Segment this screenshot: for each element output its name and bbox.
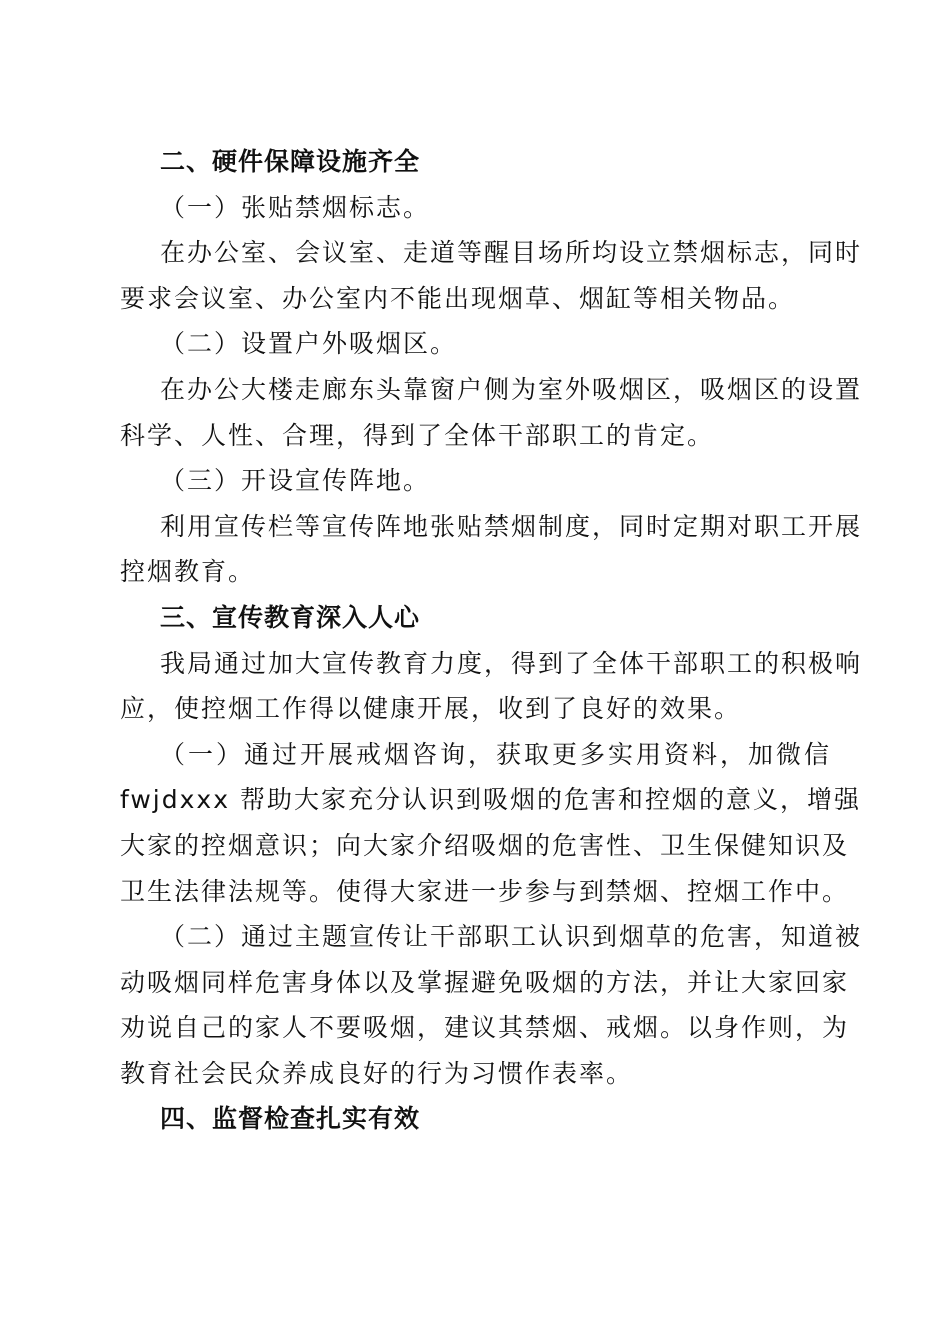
- paragraph-line: 动吸烟同样危害身体以及掌握避免吸烟的方法，并让大家回家: [120, 967, 850, 997]
- paragraph-line: fwjdxxx 帮助大家充分认识到吸烟的危害和控烟的意义，增强: [120, 785, 861, 815]
- paragraph-line: 在办公室、会议室、走道等醒目场所均设立禁烟标志，同时: [160, 238, 863, 268]
- document-body: [120, 139, 863, 1142]
- section-heading-hardware: 二、硬件保障设施齐全: [160, 147, 421, 176]
- subheading-outdoor-smoking-area: （二）设置户外吸烟区。: [160, 329, 458, 359]
- subheading-publicity-area: （三）开设宣传阵地。: [160, 466, 431, 496]
- paragraph-line: 劝说自己的家人不要吸烟，建议其禁烟、戒烟。以身作则，为: [120, 1013, 850, 1043]
- paragraph-line: 应，使控烟工作得以健康开展，收到了良好的效果。: [120, 694, 742, 724]
- paragraph-line: （一）通过开展戒烟咨询，获取更多实用资料，加微信: [160, 739, 833, 769]
- paragraph-line: 我局通过加大宣传教育力度，得到了全体干部职工的积极响: [160, 648, 863, 678]
- subheading-no-smoking-signs: （一）张贴禁烟标志。: [160, 192, 431, 222]
- paragraph-line: （二）通过主题宣传让干部职工认识到烟草的危害，知道被: [160, 922, 863, 952]
- paragraph-line: 科学、人性、合理，得到了全体干部职工的肯定。: [120, 420, 715, 450]
- paragraph-line: 在办公大楼走廊东头靠窗户侧为室外吸烟区，吸烟区的设置: [160, 374, 863, 404]
- section-heading-supervision: 四、监督检查扎实有效: [160, 1104, 421, 1134]
- paragraph-line: 控烟教育。: [120, 557, 256, 587]
- section-heading-education: 三、宣传教育深入人心: [160, 602, 421, 632]
- paragraph-line: 利用宣传栏等宣传阵地张贴禁烟制度，同时定期对职工开展: [160, 511, 863, 541]
- paragraph-line: 卫生法律法规等。使得大家进一步参与到禁烟、控烟工作中。: [120, 876, 850, 906]
- paragraph-line: 大家的控烟意识；向大家介绍吸烟的危害性、卫生保健知识及: [120, 830, 850, 860]
- paragraph-line: 要求会议室、办公室内不能出现烟草、烟缸等相关物品。: [120, 283, 796, 313]
- paragraph-line: 教育社会民众养成良好的行为习惯作表率。: [120, 1058, 634, 1088]
